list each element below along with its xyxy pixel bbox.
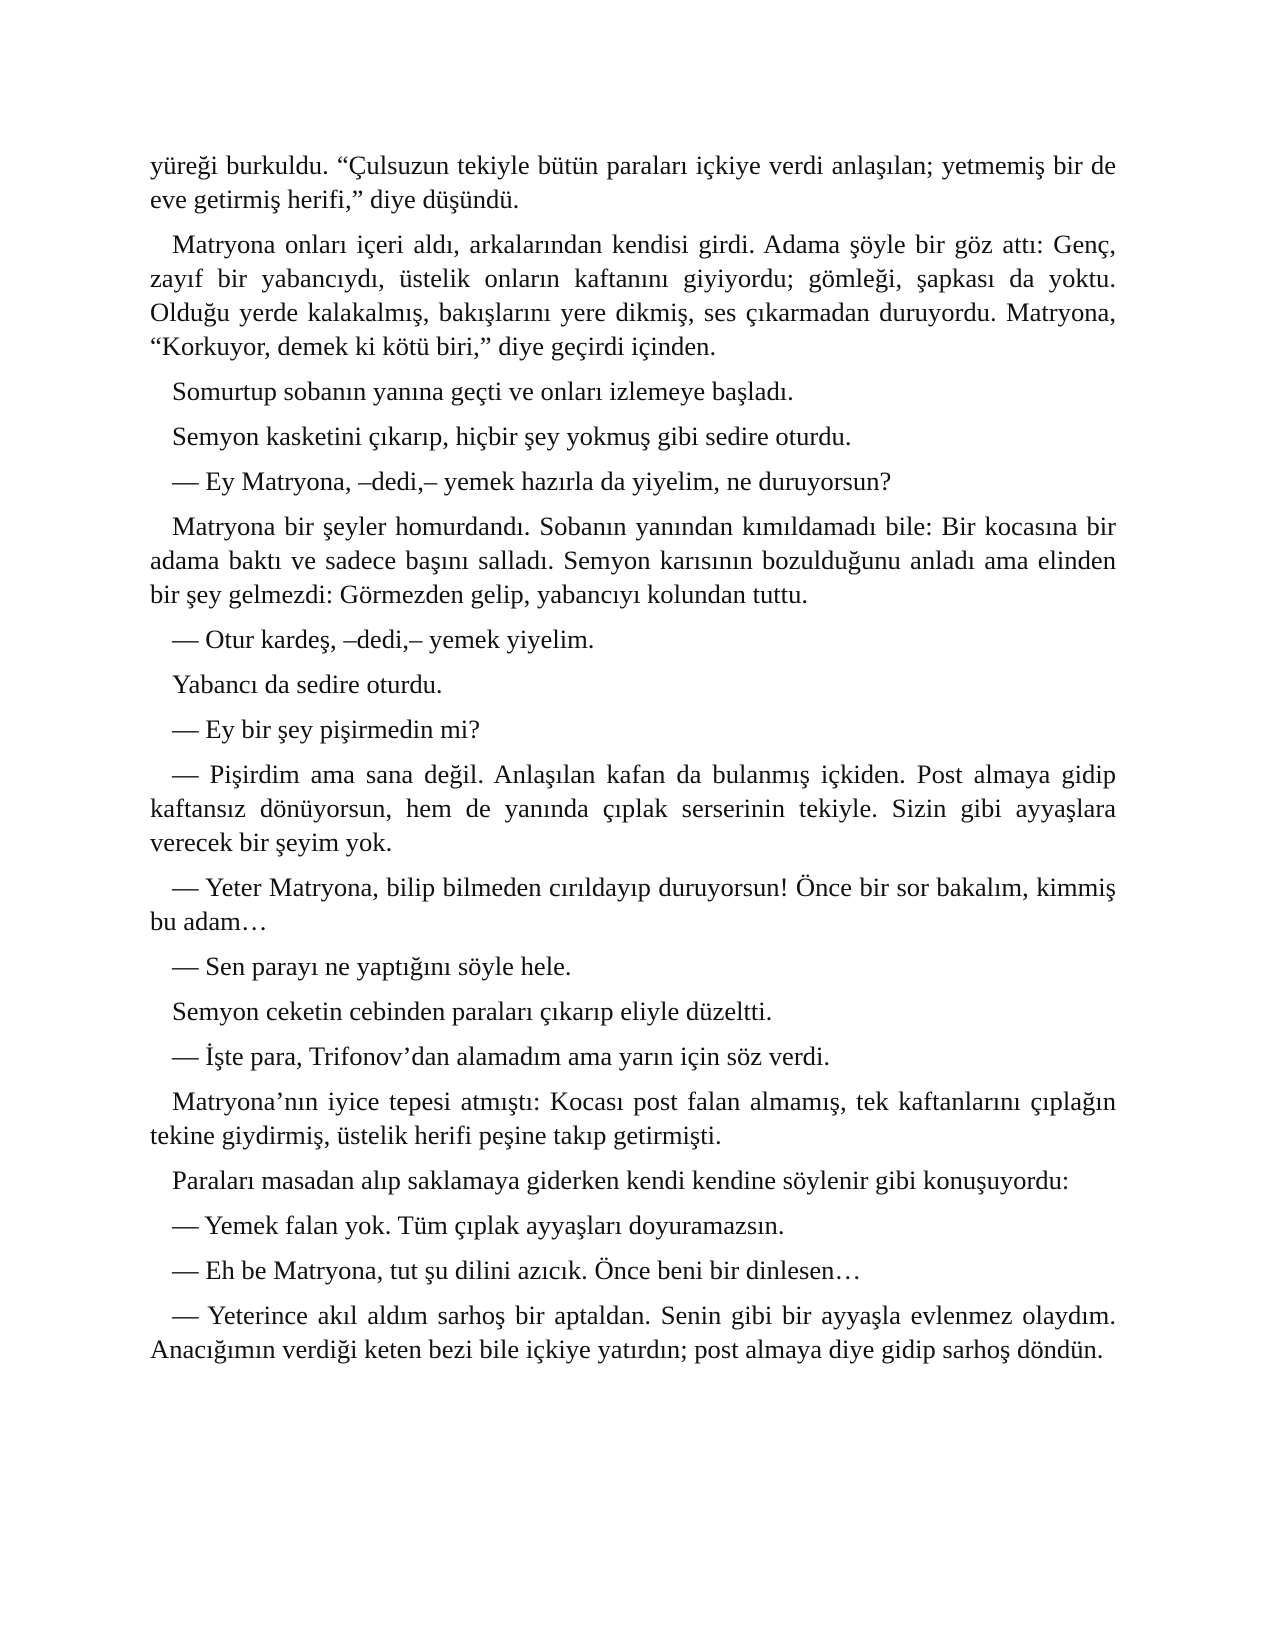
paragraph-1: yüreği burkuldu. “Çulsuzun tekiyle bütün paraları içkiye verdi anlaşılan; yetmemiş bir de eve getirmiş herifi,” diye düşündü.: [150, 150, 1116, 214]
dialogue-line-2: — Otur kardeş, –dedi,– yemek yiyelim.: [172, 624, 595, 654]
paragraph-6: Yabancı da sedire oturdu.: [172, 669, 443, 699]
paragraph-9: Paraları masadan alıp saklamaya giderken kendi kendine söylenir gibi konuşuyordu:: [172, 1165, 1070, 1195]
dialogue-line-4: — Pişirdim ama sana değil. Anlaşılan kafan da bulanmış içkiden. Post almaya gidip kaftansız dönüyorsun, hem de yanında çıplak serserinin tekiyle. Sizin gibi ayyaşlara verecek bir şeyim yok.: [150, 759, 1116, 857]
page-body: [150, 148, 1116, 1377]
paragraph-2: Matryona onları içeri aldı, arkalarından kendisi girdi. Adama şöyle bir göz attı: Genç, zayıf bir yabancıydı, üstelik onların kaftanını giyiyordu; gömleği, şapkası da yoktu. Olduğu yerde kalakalmış, bakışlarını yere dikmiş, ses çıkarmadan duruyordu. Matryona, “Korkuyor, demek ki kötü biri,” diye geçirdi içinden.: [150, 229, 1116, 361]
dialogue-line-10: — Yeterince akıl aldım sarhoş bir aptaldan. Senin gibi bir ayyaşla evlenmez olaydım. Anacığımın verdiği keten bezi bile içkiye yatırdın; post almaya diye gidip sarhoş döndün.: [150, 1300, 1116, 1364]
dialogue-line-3: — Ey bir şey pişirmedin mi?: [172, 714, 480, 744]
paragraph-8: Matryona’nın iyice tepesi atmıştı: Kocası post falan almamış, tek kaftanlarını çıplağın tekine giydirmiş, üstelik herifi peşine takıp getirmişti.: [150, 1086, 1116, 1150]
dialogue-line-7: — İşte para, Trifonov’dan alamadım ama yarın için söz verdi.: [172, 1041, 831, 1071]
dialogue-line-6: — Sen parayı ne yaptığını söyle hele.: [172, 951, 572, 981]
dialogue-line-5: — Yeter Matryona, bilip bilmeden cırıldayıp duruyorsun! Önce bir sor bakalım, kimmiş bu adam…: [150, 872, 1116, 936]
paragraph-4: Semyon kasketini çıkarıp, hiçbir şey yokmuş gibi sedire oturdu.: [172, 421, 852, 451]
paragraph-5: Matryona bir şeyler homurdandı. Sobanın yanından kımıldamadı bile: Bir kocasına bir adama baktı ve sadece başını salladı. Semyon karısının bozulduğunu anladı ama elinden bir şey gelmezdi: Görmezden gelip, yabancıyı kolundan tuttu.: [150, 511, 1116, 609]
dialogue-line-8: — Yemek falan yok. Tüm çıplak ayyaşları doyuramazsın.: [172, 1210, 785, 1240]
paragraph-7: Semyon ceketin cebinden paraları çıkarıp eliyle düzeltti.: [172, 996, 773, 1026]
dialogue-line-1: — Ey Matryona, –dedi,– yemek hazırla da yiyelim, ne duruyorsun?: [172, 466, 892, 496]
paragraph-3: Somurtup sobanın yanına geçti ve onları izlemeye başladı.: [172, 376, 794, 406]
dialogue-line-9: — Eh be Matryona, tut şu dilini azıcık. Önce beni bir dinlesen…: [172, 1255, 862, 1285]
